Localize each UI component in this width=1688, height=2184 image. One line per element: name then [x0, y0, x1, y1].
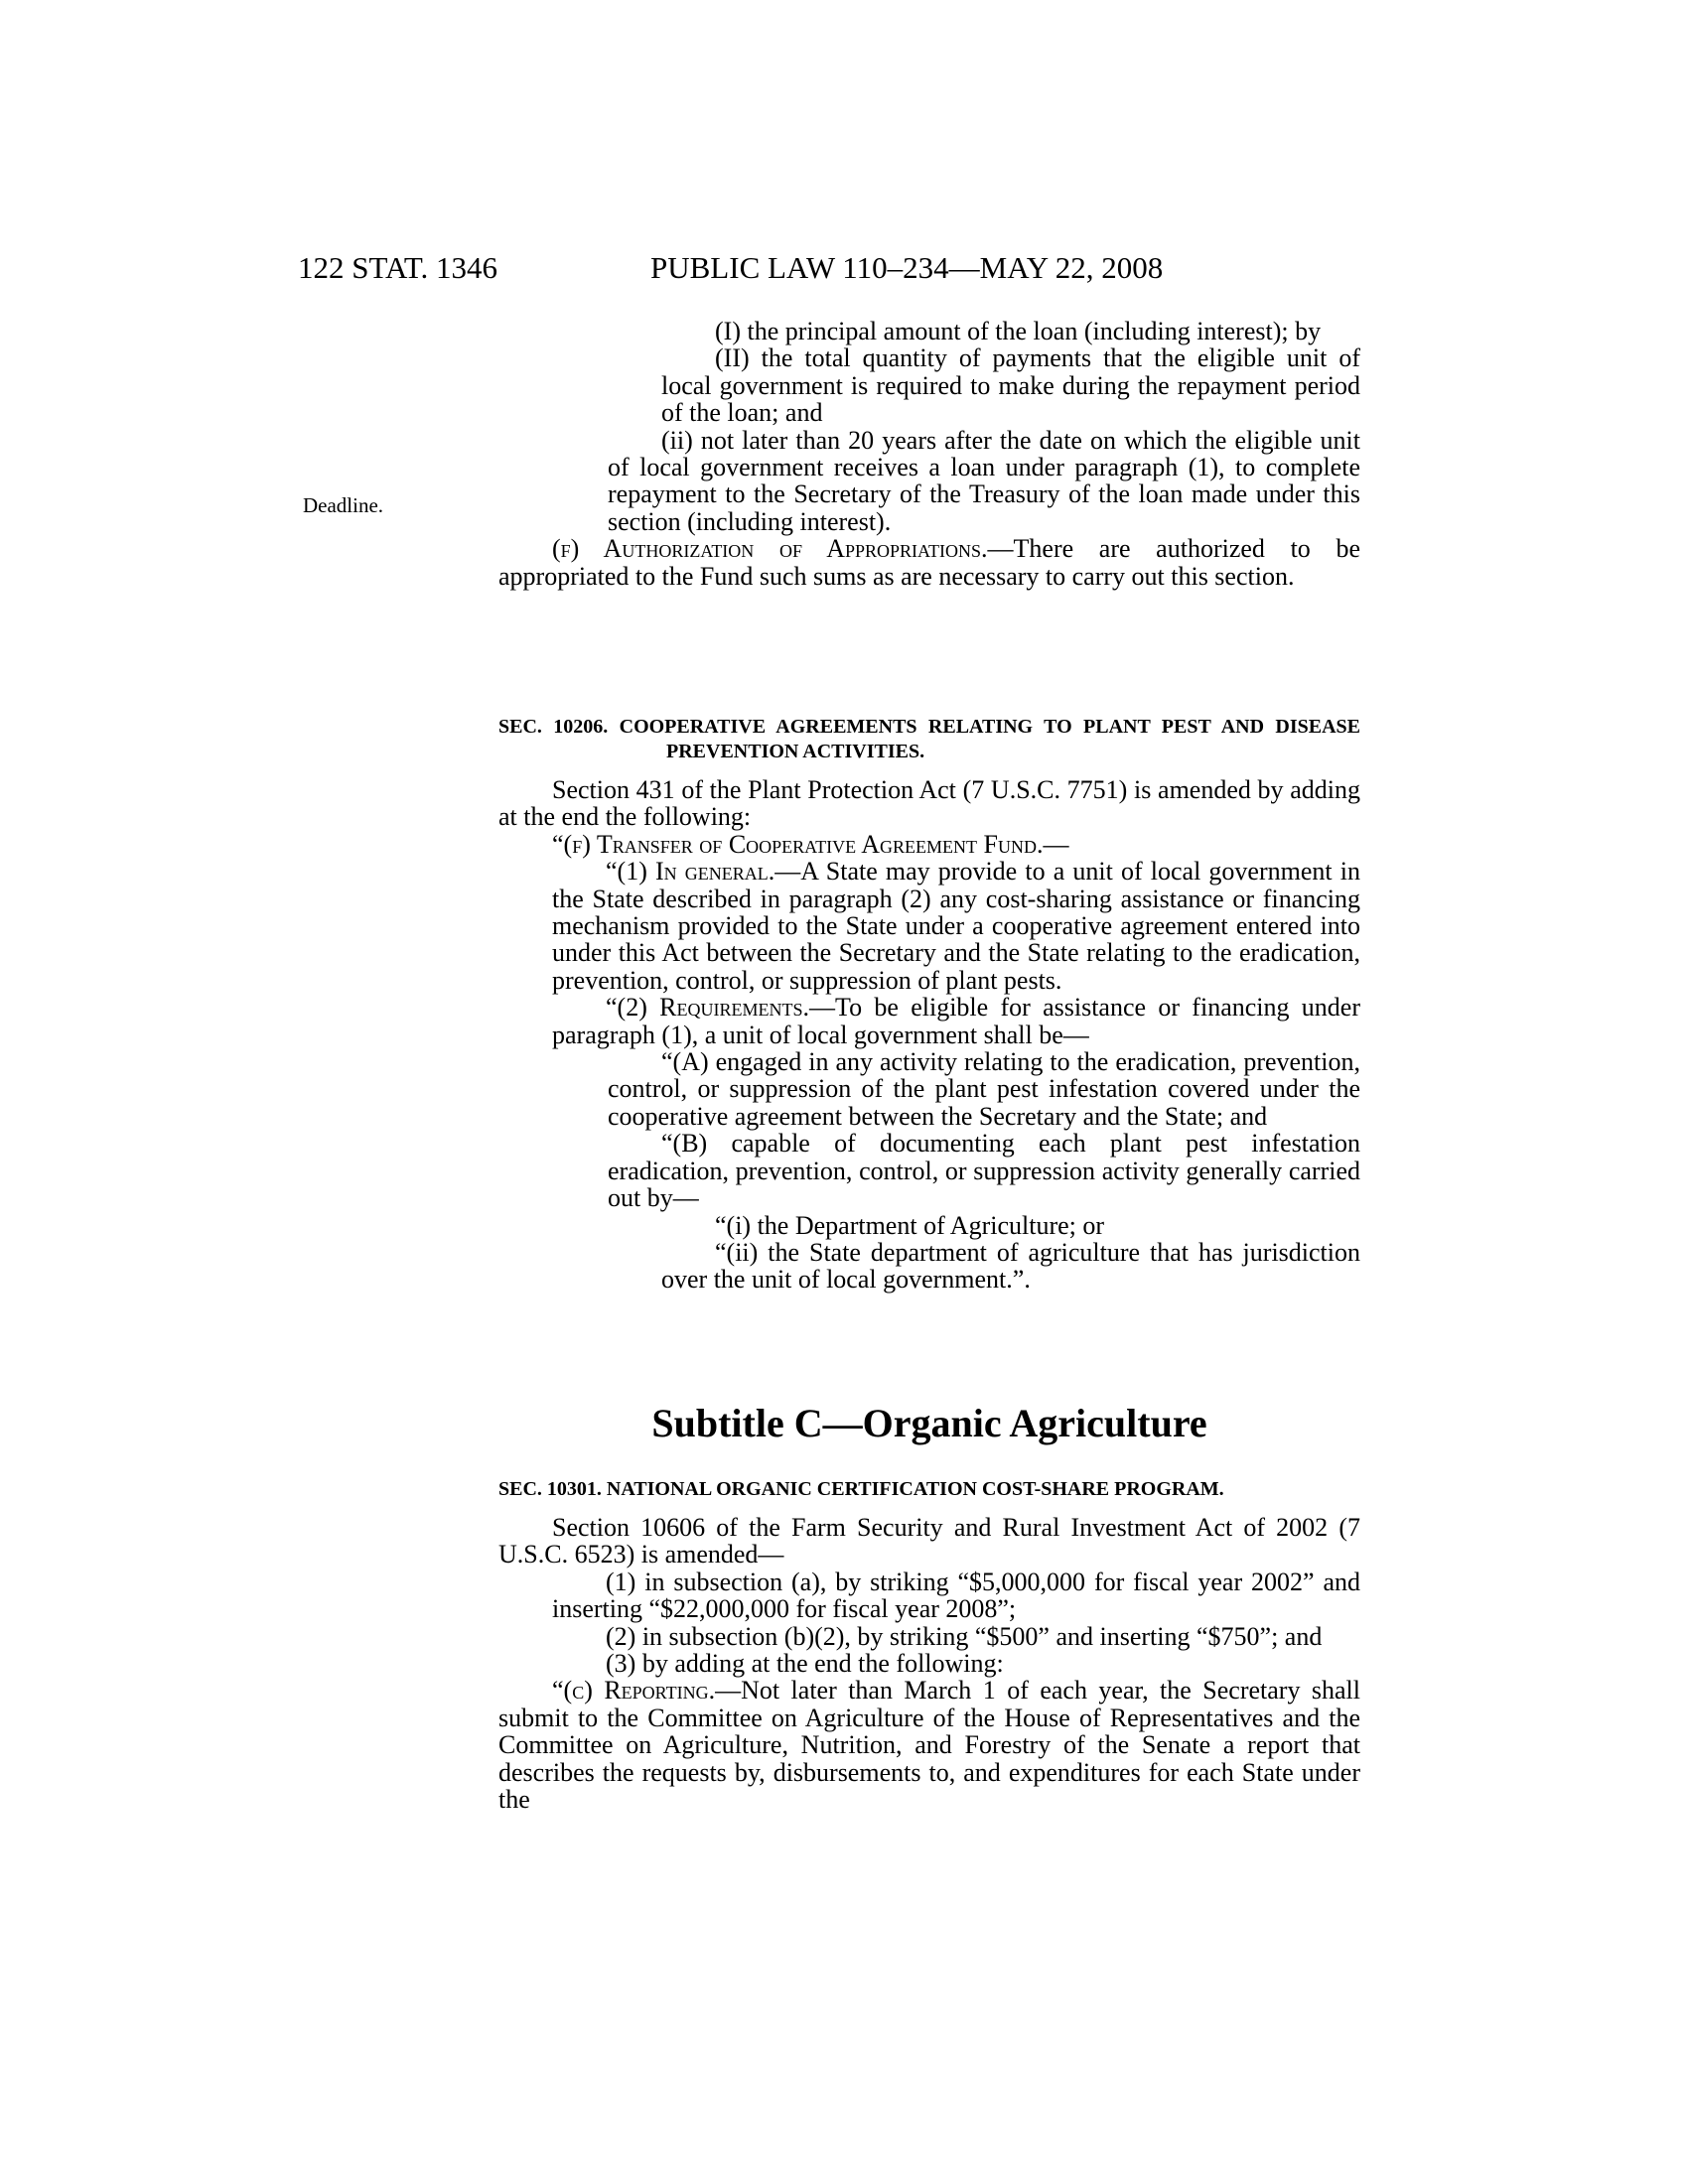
subsection-f-transfer: “(f) Transfer of Cooperative Agreement Fund.—: [552, 829, 1069, 859]
item-1: (1) in subsection (a), by striking “$5,000,000 for fiscal year 2002” and inserting “$22,000,000 for fiscal year 2008”;: [552, 1567, 1360, 1624]
subparagraph-B: “(B) capable of documenting each plant pest infestation eradication, prevention, control, or suppression activity generally carried out by—: [608, 1129, 1360, 1213]
margin-note-deadline: Deadline.: [303, 493, 384, 517]
clause-II: (II) the total quantity of payments that the eligible unit of local government is required to make during the repayment period of the loan; and: [661, 343, 1360, 428]
running-head: PUBLIC LAW 110–234—MAY 22, 2008: [650, 250, 1164, 285]
continuation-block: [498, 318, 1360, 590]
section-10301-heading: SEC. 10301. NATIONAL ORGANIC CERTIFICATION COST-SHARE PROGRAM.: [498, 1478, 1224, 1500]
subsection-f-text: —There are authorized to be appropriated to the Fund such sums as are necessary to carry out this section.: [498, 534, 1360, 591]
section-10301: [498, 1477, 1360, 1813]
clause-ii-state: “(ii) the State department of agriculture that has jurisdiction over the unit of local government.”.: [661, 1237, 1360, 1295]
subtitle-heading: Subtitle C—Organic Agriculture: [651, 1401, 1207, 1445]
subparagraph-A: “(A) engaged in any activity relating to the eradication, prevention, control, or suppression of the plant pest infestation covered under the cooperative agreement between the Secretary and the State; and: [608, 1047, 1360, 1131]
item-2: (2) in subsection (b)(2), by striking “$500” and inserting “$750”; and: [606, 1621, 1323, 1651]
subsection-f-heading: (f) Authorization of Appropriations.: [552, 534, 988, 564]
item-3: (3) by adding at the end the following:: [606, 1649, 1004, 1679]
subsection-c-reporting: “(c) Reporting.—Not later than March 1 of each year, the Secretary shall submit to the Committee on Agriculture of the House of Representatives and the Committee on Agriculture, Nutrition, and Forestry of the Senate a report that describes the requests by, disbursements to, and expenditures for each State under the: [498, 1676, 1361, 1815]
paragraph-2-requirements: “(2) Requirements.—To be eligible for assistance or financing under paragraph (1), a unit of local government shall be—: [552, 993, 1360, 1049]
paragraph-1-in-general: “(1) In general.—A State may provide to a unit of local government in the State described in paragraph (2) any cost-sharing assistance or financing mechanism provided to the State under a cooperative agreement entered into under this Act between the Secretary and the State relating to the eradication, prevention, control, or suppression of plant pests.: [552, 857, 1360, 995]
clause-ii: (ii) not later than 20 years after the date on which the eligible unit of local government receives a loan under paragraph (1), to complete repayment to the Secretary of the Treasury of the loan made under this section (including interest).: [608, 425, 1360, 536]
section-10206: [498, 715, 1360, 1294]
section-10206-intro: Section 431 of the Plant Protection Act (7 U.S.C. 7751) is amended by adding at the end the following:: [498, 775, 1360, 832]
section-10301-intro: Section 10606 of the Farm Security and Rural Investment Act of 2002 (7 U.S.C. 6523) is amended—: [498, 1513, 1360, 1570]
section-10206-heading: SEC. 10206. COOPERATIVE AGREEMENTS RELATING TO PLANT PEST AND DISEASE PREVENTION ACTIVITIES.: [498, 716, 1360, 762]
subsection-f: [498, 535, 1360, 590]
statute-page-number: 122 STAT. 1346: [298, 250, 498, 285]
clause-i: “(i) the Department of Agriculture; or: [715, 1210, 1105, 1240]
clause-I: (I) the principal amount of the loan (including interest); by: [715, 317, 1322, 345]
